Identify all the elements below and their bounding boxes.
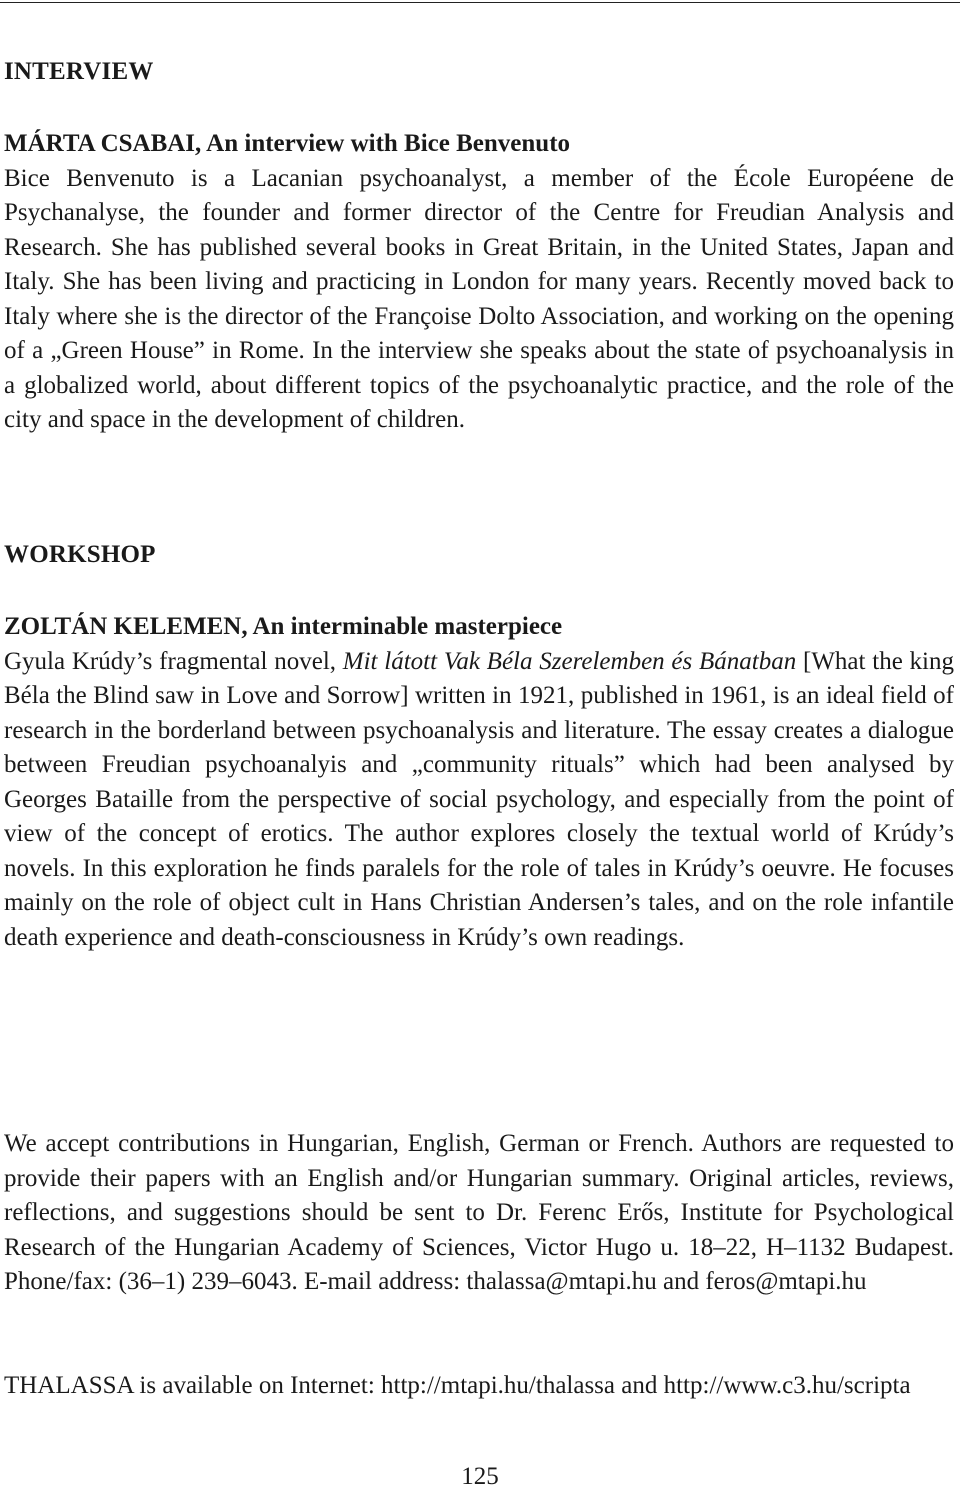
interview-article [4, 127, 954, 438]
novel-title: Mit látott Vak Béla Szerelemben és Bánatban [342, 647, 797, 675]
interview-heading: INTERVIEW [4, 58, 154, 85]
workshop-article [4, 610, 954, 955]
abstract-text-rest: [What the king Béla the Blind saw in Love and Sorrow] written in 1921, published in 1961, is an ideal field of research in the borderland between psychoanalysis and literature. The essay creates a dialogue between Freudian psychoanalyis and „community rituals” which had been analysed by Georges Bataille from the perspective of social psychology, and especially from the point of view of the concept of erotics. The author explores closely the textual world of Krúdy’s novels. In this exploration he finds paralels for the role of tales in Krúdy’s oeuvre. He focuses mainly on the role of object cult in Hans Christian Andersen’s tales, and on the role infantile death experience and death-consciousness in Krúdy’s own readings. [4, 647, 954, 951]
abstract-text-start: Gyula Krúdy’s fragmental novel, [4, 647, 343, 675]
workshop-abstract [4, 645, 954, 956]
workshop-heading: WORKSHOP [4, 541, 156, 568]
workshop-article-title: ZOLTÁN KELEMEN, An interminable masterpiece [4, 613, 563, 640]
page-number: 125 [461, 1463, 499, 1490]
contributions-notice [4, 1127, 954, 1300]
availability-text: THALASSA is available on Internet: http://mtapi.hu/thalassa and http://www.c3.hu/scripta [4, 1372, 911, 1399]
contributions-text: We accept contributions in Hungarian, English, German or French. Authors are requested to provide their papers with an English and/or Hungarian summary. Original articles, reviews, reflections, and suggestions should be sent to Dr. Ferenc Erős, Institute for Psychological Research of the Hungarian Academy of Sciences, Victor Hugo u. 18–22, H–1132 Budapest. Phone/fax: (36–1) 239–6043. E-mail address: thalassa@mtapi.hu and feros@mtapi.hu [4, 1130, 954, 1295]
interview-abstract: Bice Benvenuto is a Lacanian psychoanalyst, a member of the École Européene de Psychanalyse, the founder and former director of the Centre for Freudian Analysis and Research. She has published several books in Great Britain, in the United States, Japan and Italy. She has been living and practicing in London for many years. Recently moved back to Italy where she is the director of the Françoise Dolto Association, and working on the opening of a „Green House” in Rome. In the interview she speaks about the state of psychoanalysis in a globalized world, about different topics of the psychoanalytic practice, and the role of the city and space in the development of children. [4, 164, 954, 433]
availability-notice [4, 1369, 954, 1404]
top-rule [0, 2, 960, 3]
interview-article-title: MÁRTA CSABAI, An interview with Bice Benvenuto [4, 130, 571, 157]
